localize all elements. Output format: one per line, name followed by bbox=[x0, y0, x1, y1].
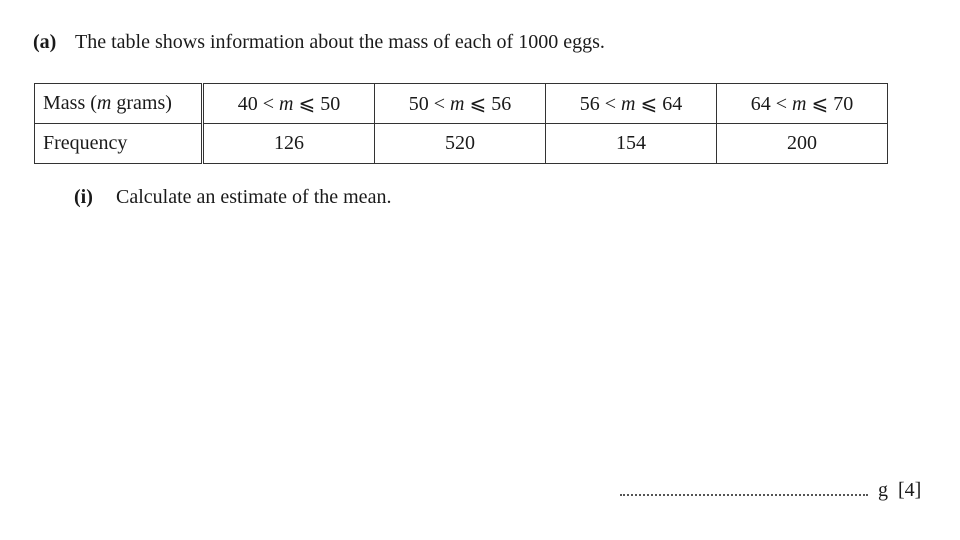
class-interval: 64 < m ⩽ 70 bbox=[717, 84, 888, 124]
marks-badge: [4] bbox=[898, 479, 922, 501]
frequency-table bbox=[34, 83, 888, 164]
table-row-frequency bbox=[35, 124, 888, 164]
answer-unit: g bbox=[878, 479, 888, 501]
question-text: The table shows information about the mass of each of 1000 eggs. bbox=[75, 31, 605, 53]
class-interval: 56 < m ⩽ 64 bbox=[546, 84, 717, 124]
question-a bbox=[33, 31, 605, 54]
answer-area bbox=[620, 479, 921, 502]
mass-header: Mass (m grams) bbox=[35, 84, 203, 124]
class-interval: 40 < m ⩽ 50 bbox=[203, 84, 375, 124]
frequency-value: 520 bbox=[375, 124, 546, 164]
frequency-value: 200 bbox=[717, 124, 888, 164]
frequency-value: 154 bbox=[546, 124, 717, 164]
frequency-value: 126 bbox=[203, 124, 375, 164]
sub-question-i bbox=[74, 186, 391, 209]
sub-question-text: Calculate an estimate of the mean. bbox=[116, 186, 392, 208]
sub-question-label: (i) bbox=[74, 186, 93, 208]
question-label: (a) bbox=[33, 31, 57, 53]
answer-dotted-line[interactable] bbox=[620, 480, 868, 496]
frequency-header: Frequency bbox=[35, 124, 203, 164]
class-interval: 50 < m ⩽ 56 bbox=[375, 84, 546, 124]
table-row-mass bbox=[35, 84, 888, 124]
